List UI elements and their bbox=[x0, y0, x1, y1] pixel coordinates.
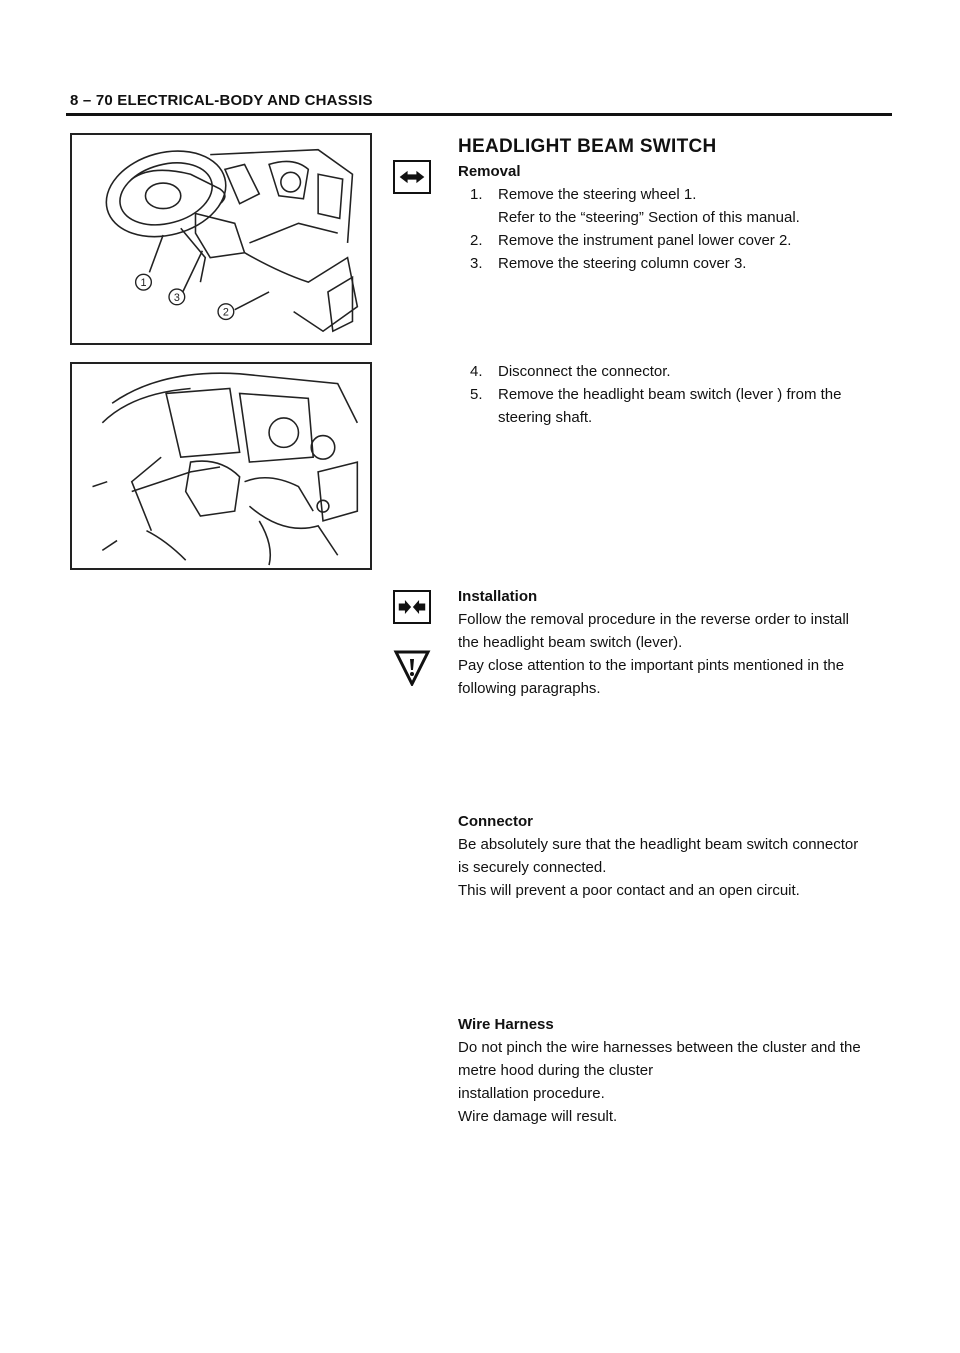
steering-illustration bbox=[72, 135, 370, 343]
removal-step bbox=[458, 252, 918, 275]
step-number: 4. bbox=[470, 363, 483, 380]
step-number: 1. bbox=[470, 186, 483, 203]
step-number: 5. bbox=[470, 386, 483, 403]
installation-heading: Installation bbox=[458, 588, 538, 605]
step-number: 2. bbox=[470, 232, 483, 249]
connector-line: is securely connected. bbox=[458, 859, 607, 876]
page-header: 8 – 70 ELECTRICAL-BODY AND CHASSIS bbox=[70, 92, 373, 109]
removal-step bbox=[458, 183, 918, 229]
installation-block bbox=[458, 585, 918, 700]
step-text: Remove the headlight beam switch (lever ) from the bbox=[498, 386, 842, 403]
callout-1: 1 bbox=[140, 277, 147, 290]
step-text: Remove the steering wheel 1. bbox=[498, 186, 697, 203]
figure-connector-disconnect bbox=[70, 362, 372, 570]
callout-3: 3 bbox=[173, 291, 180, 304]
wire-harness-line: installation procedure. bbox=[458, 1085, 605, 1102]
wire-harness-line: Wire damage will result. bbox=[458, 1108, 618, 1125]
removal-heading: Removal bbox=[458, 163, 521, 180]
wire-harness-heading: Wire Harness bbox=[458, 1016, 554, 1033]
installation-line: Follow the removal procedure in the reverse order to install bbox=[458, 611, 850, 628]
installation-arrows-icon bbox=[393, 590, 431, 624]
wire-harness-line: Do not pinch the wire harnesses between the cluster and the bbox=[458, 1039, 861, 1056]
step-continuation: Refer to the “steering” Section of this manual. bbox=[498, 209, 800, 226]
callout-2: 2 bbox=[222, 306, 229, 319]
column-illustration bbox=[72, 364, 370, 568]
removal-block-continued bbox=[458, 360, 918, 429]
step-text: Disconnect the connector. bbox=[498, 363, 671, 380]
section-title: HEADLIGHT BEAM SWITCH bbox=[458, 136, 717, 157]
connector-line: Be absolutely sure that the headlight beam switch connector bbox=[458, 836, 859, 853]
installation-line: following paragraphs. bbox=[458, 680, 601, 697]
removal-step bbox=[458, 229, 918, 252]
step-number: 3. bbox=[470, 255, 483, 272]
connector-heading: Connector bbox=[458, 813, 533, 830]
installation-line: the headlight beam switch (lever). bbox=[458, 634, 683, 651]
caution-triangle-icon bbox=[393, 648, 431, 686]
wire-harness-block bbox=[458, 1013, 918, 1128]
step-text: Remove the instrument panel lower cover 2. bbox=[498, 232, 792, 249]
header-rule bbox=[66, 113, 892, 116]
removal-step bbox=[458, 360, 918, 383]
connector-block bbox=[458, 810, 918, 902]
removal-arrows-icon bbox=[393, 160, 431, 194]
connector-line: This will prevent a poor contact and an open circuit. bbox=[458, 882, 800, 899]
removal-step bbox=[458, 383, 918, 429]
figure-steering-wheel-removal bbox=[70, 133, 372, 345]
removal-block bbox=[458, 160, 918, 275]
wire-harness-line: metre hood during the cluster bbox=[458, 1062, 654, 1079]
installation-line: Pay close attention to the important pints mentioned in the bbox=[458, 657, 845, 674]
step-text: Remove the steering column cover 3. bbox=[498, 255, 747, 272]
step-continuation: steering shaft. bbox=[498, 409, 593, 426]
